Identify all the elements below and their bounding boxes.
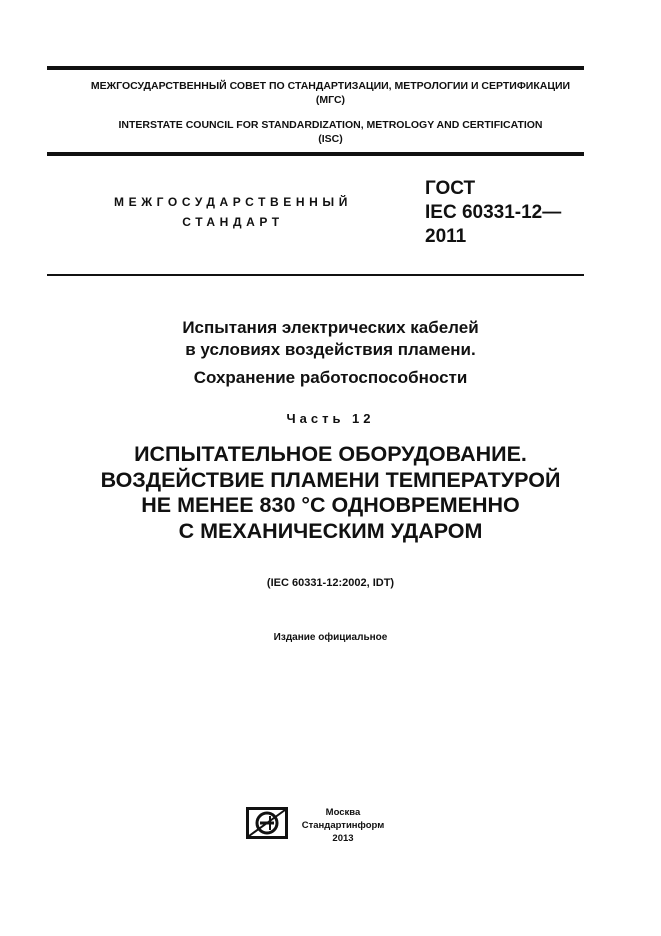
- title-line-1: Испытания электрических кабелей: [182, 318, 479, 337]
- council-en-line-1: INTERSTATE COUNCIL FOR STANDARDIZATION, METROLOGY AND CERTIFICATION: [118, 119, 543, 131]
- doc-type-line-2: СТАНДАРТ: [182, 215, 284, 229]
- subtitle: [0, 442, 661, 544]
- edition-label: Издание официальное: [273, 632, 388, 643]
- doc-id-rule: [47, 274, 584, 276]
- publisher-year: 2013: [332, 833, 354, 844]
- council-en-abbrev: (ISC): [318, 133, 343, 145]
- publisher-city: Москва: [325, 807, 361, 818]
- title-line-2: в условиях воздействия пламени.: [185, 340, 476, 359]
- top-rule: [47, 66, 584, 70]
- gost-number: IEC 60331-12—: [425, 202, 562, 223]
- subtitle-line-4: С МЕХАНИЧЕСКИМ УДАРОМ: [178, 518, 483, 543]
- gost-label: ГОСТ: [425, 178, 476, 199]
- iec-reference: (IEC 60331-12:2002, IDT): [266, 577, 395, 589]
- doc-type-line-1: МЕЖГОСУДАРСТВЕННЫЙ: [114, 195, 352, 209]
- title: [0, 317, 661, 389]
- header-bottom-rule: [47, 152, 584, 156]
- gost-year: 2011: [425, 226, 467, 247]
- council-en: [0, 118, 661, 146]
- subtitle-line-2: ВОЗДЕЙСТВИЕ ПЛАМЕНИ ТЕМПЕРАТУРОЙ: [100, 467, 561, 492]
- council-ru-line-1: МЕЖГОСУДАРСТВЕННЫЙ СОВЕТ ПО СТАНДАРТИЗАЦИИ, МЕТРОЛОГИИ И СЕРТИФИКАЦИИ: [90, 80, 571, 92]
- part-label: Часть 12: [286, 411, 375, 426]
- council-ru-abbrev: (МГС): [315, 94, 346, 106]
- gost-id: [425, 177, 561, 249]
- doc-type: [98, 192, 368, 232]
- publisher: [288, 806, 398, 845]
- publisher-name: Стандартинформ: [301, 820, 385, 831]
- standartinform-logo-icon: [246, 807, 288, 839]
- subtitle-line-1: ИСПЫТАТЕЛЬНОЕ ОБОРУДОВАНИЕ.: [134, 442, 527, 466]
- council-ru: [0, 79, 661, 107]
- subtitle-line-3: НЕ МЕНЕЕ 830 °C ОДНОВРЕМЕННО: [141, 493, 520, 517]
- title-line-3: Сохранение работоспособности: [193, 368, 468, 387]
